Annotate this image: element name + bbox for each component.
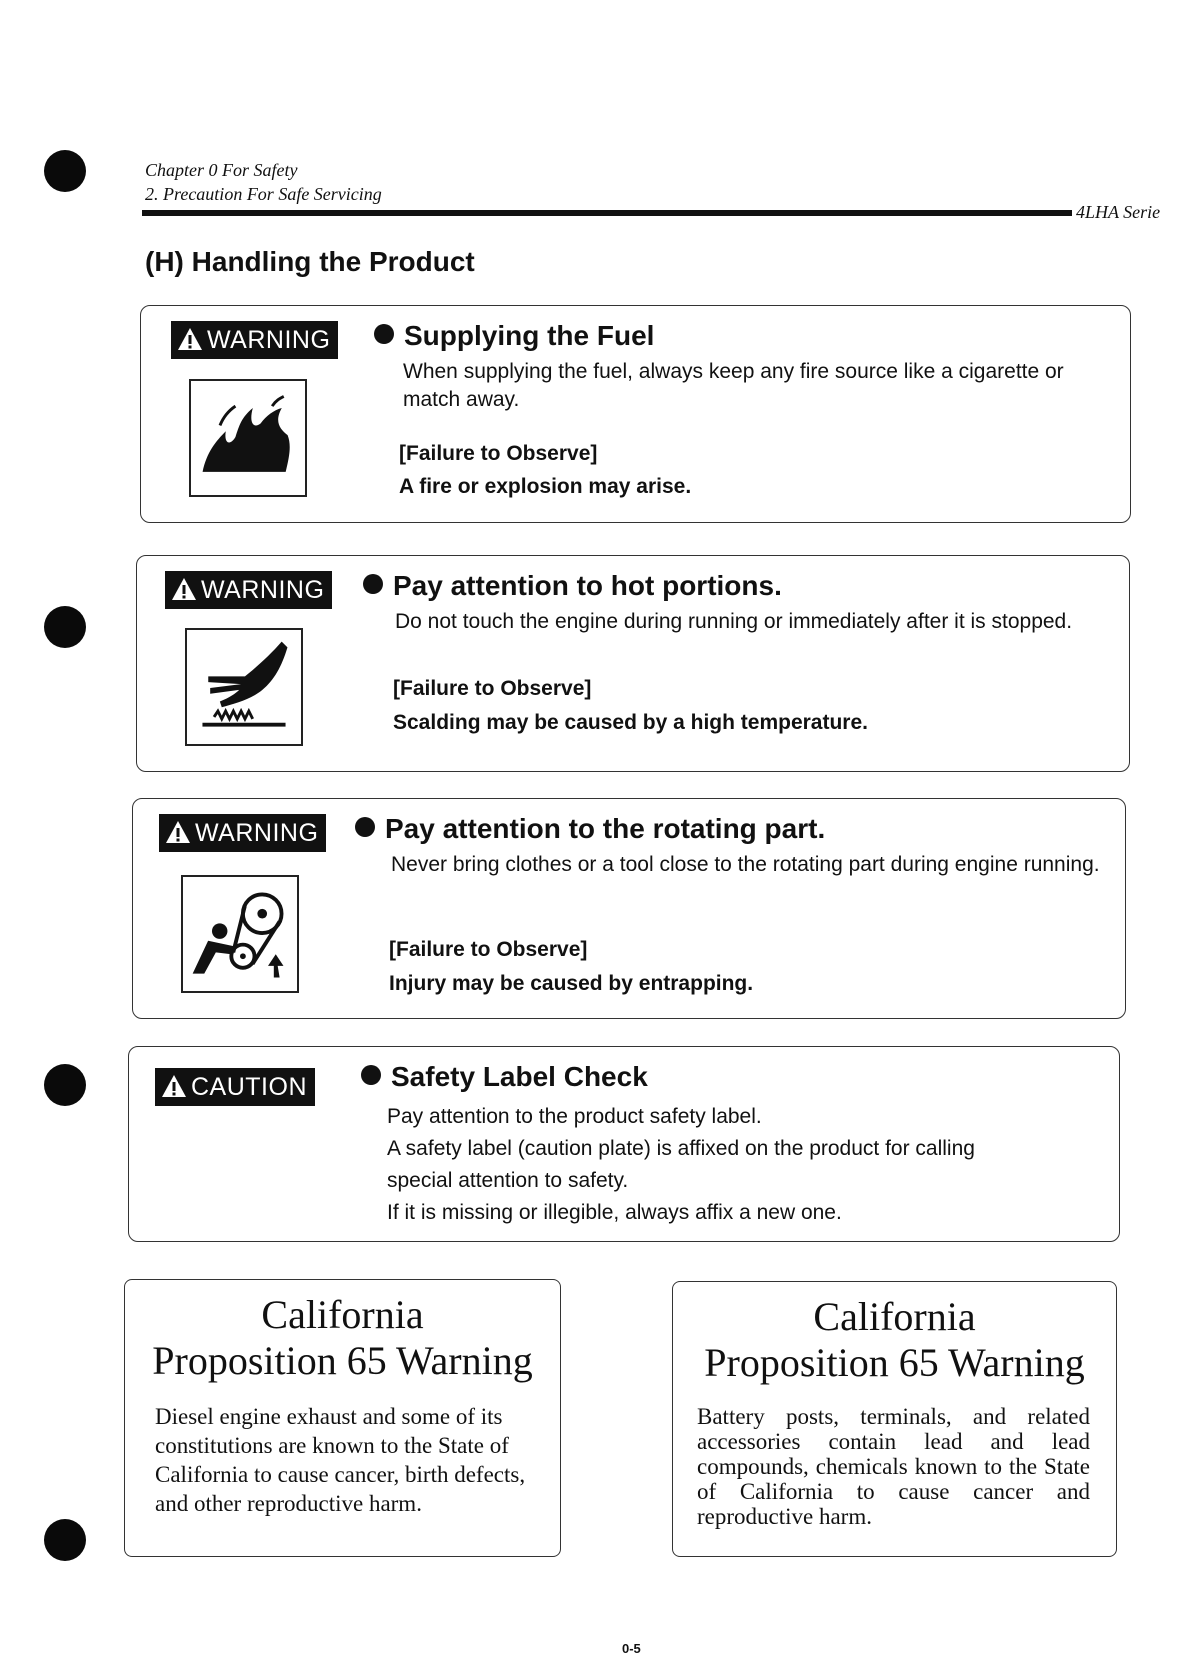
- failure-label: [Failure to Observe]: [399, 442, 598, 465]
- failure-label: [Failure to Observe]: [393, 677, 592, 700]
- page-number: 0-5: [622, 1641, 641, 1656]
- panel-text: Do not touch the engine during running or immediately after it is stopped.: [395, 610, 1073, 633]
- warning-badge: [165, 571, 332, 609]
- warning-triangle-icon: [171, 574, 197, 612]
- panel-line: special attention to safety.: [387, 1169, 629, 1192]
- prop65-title-line2: Proposition 65 Warning: [152, 1338, 533, 1383]
- bullet-icon: [363, 574, 383, 594]
- binder-hole: [44, 150, 86, 192]
- panel-title: Pay attention to the rotating part.: [355, 813, 825, 845]
- warning-badge: [159, 814, 326, 852]
- failure-text: Scalding may be caused by a high temperature.: [393, 711, 868, 734]
- chapter-heading: Chapter 0 For Safety: [145, 160, 298, 180]
- warning-triangle-icon: [177, 324, 203, 362]
- panel-line: If it is missing or illegible, always affix a new one.: [387, 1201, 842, 1224]
- failure-text: Injury may be caused by entrapping.: [389, 972, 754, 995]
- prop65-box-battery: [672, 1281, 1117, 1557]
- caution-badge-label: CAUTION: [191, 1073, 307, 1101]
- rotating-belt-entrapment-icon: [181, 875, 299, 993]
- fire-icon: [189, 379, 307, 497]
- prop65-body: Battery posts, terminals, and related accessories contain lead and lead compounds, chemicals known to the State of California to cause cancer and reproductive harm.: [697, 1404, 1090, 1529]
- section-heading: 2. Precaution For Safe Servicing: [145, 184, 382, 204]
- prop65-title-line2: Proposition 65 Warning: [704, 1340, 1085, 1385]
- caution-panel-label-check: [128, 1046, 1120, 1242]
- bullet-icon: [361, 1065, 381, 1085]
- prop65-body: Diesel engine exhaust and some of its constitutions are known to the State of California to cause cancer, birth defects, and other reproductive harm.: [155, 1404, 526, 1516]
- prop65-box-exhaust: [124, 1279, 561, 1557]
- warning-panel-rotating: [132, 798, 1126, 1019]
- panel-line: Pay attention to the product safety label.: [387, 1105, 762, 1128]
- prop65-title-line1: California: [261, 1292, 424, 1337]
- caution-badge: [155, 1068, 315, 1106]
- warning-badge-label: WARNING: [195, 819, 319, 847]
- panel-text: Never bring clothes or a tool close to the rotating part during engine running.: [391, 853, 1100, 876]
- failure-label: [Failure to Observe]: [389, 938, 588, 961]
- panel-line: A safety label (caution plate) is affixed on the product for calling: [387, 1137, 975, 1160]
- caution-triangle-icon: [161, 1071, 187, 1109]
- warning-panel-hot: [136, 555, 1130, 772]
- binder-hole: [44, 1519, 86, 1561]
- panel-text: When supplying the fuel, always keep any fire source like a cigarette or match away.: [403, 360, 1064, 411]
- panel-title: Safety Label Check: [361, 1061, 648, 1093]
- warning-badge-label: WARNING: [207, 326, 331, 354]
- failure-text: A fire or explosion may arise.: [399, 475, 692, 498]
- panel-title: Supplying the Fuel: [374, 320, 654, 352]
- prop65-title-line1: California: [813, 1294, 976, 1339]
- panel-title: Pay attention to hot portions.: [363, 570, 782, 602]
- warning-panel-fuel: [140, 305, 1131, 523]
- series-label: 4LHA Serie: [1076, 202, 1161, 222]
- bullet-icon: [355, 817, 375, 837]
- warning-triangle-icon: [165, 817, 191, 855]
- header-rule: [142, 210, 1072, 216]
- binder-hole: [44, 606, 86, 648]
- binder-hole: [44, 1064, 86, 1106]
- warning-badge-label: WARNING: [201, 576, 325, 604]
- hot-surface-hand-icon: [185, 628, 303, 746]
- bullet-icon: [374, 324, 394, 344]
- warning-badge: [171, 321, 338, 359]
- page-title: (H) Handling the Product: [145, 246, 475, 277]
